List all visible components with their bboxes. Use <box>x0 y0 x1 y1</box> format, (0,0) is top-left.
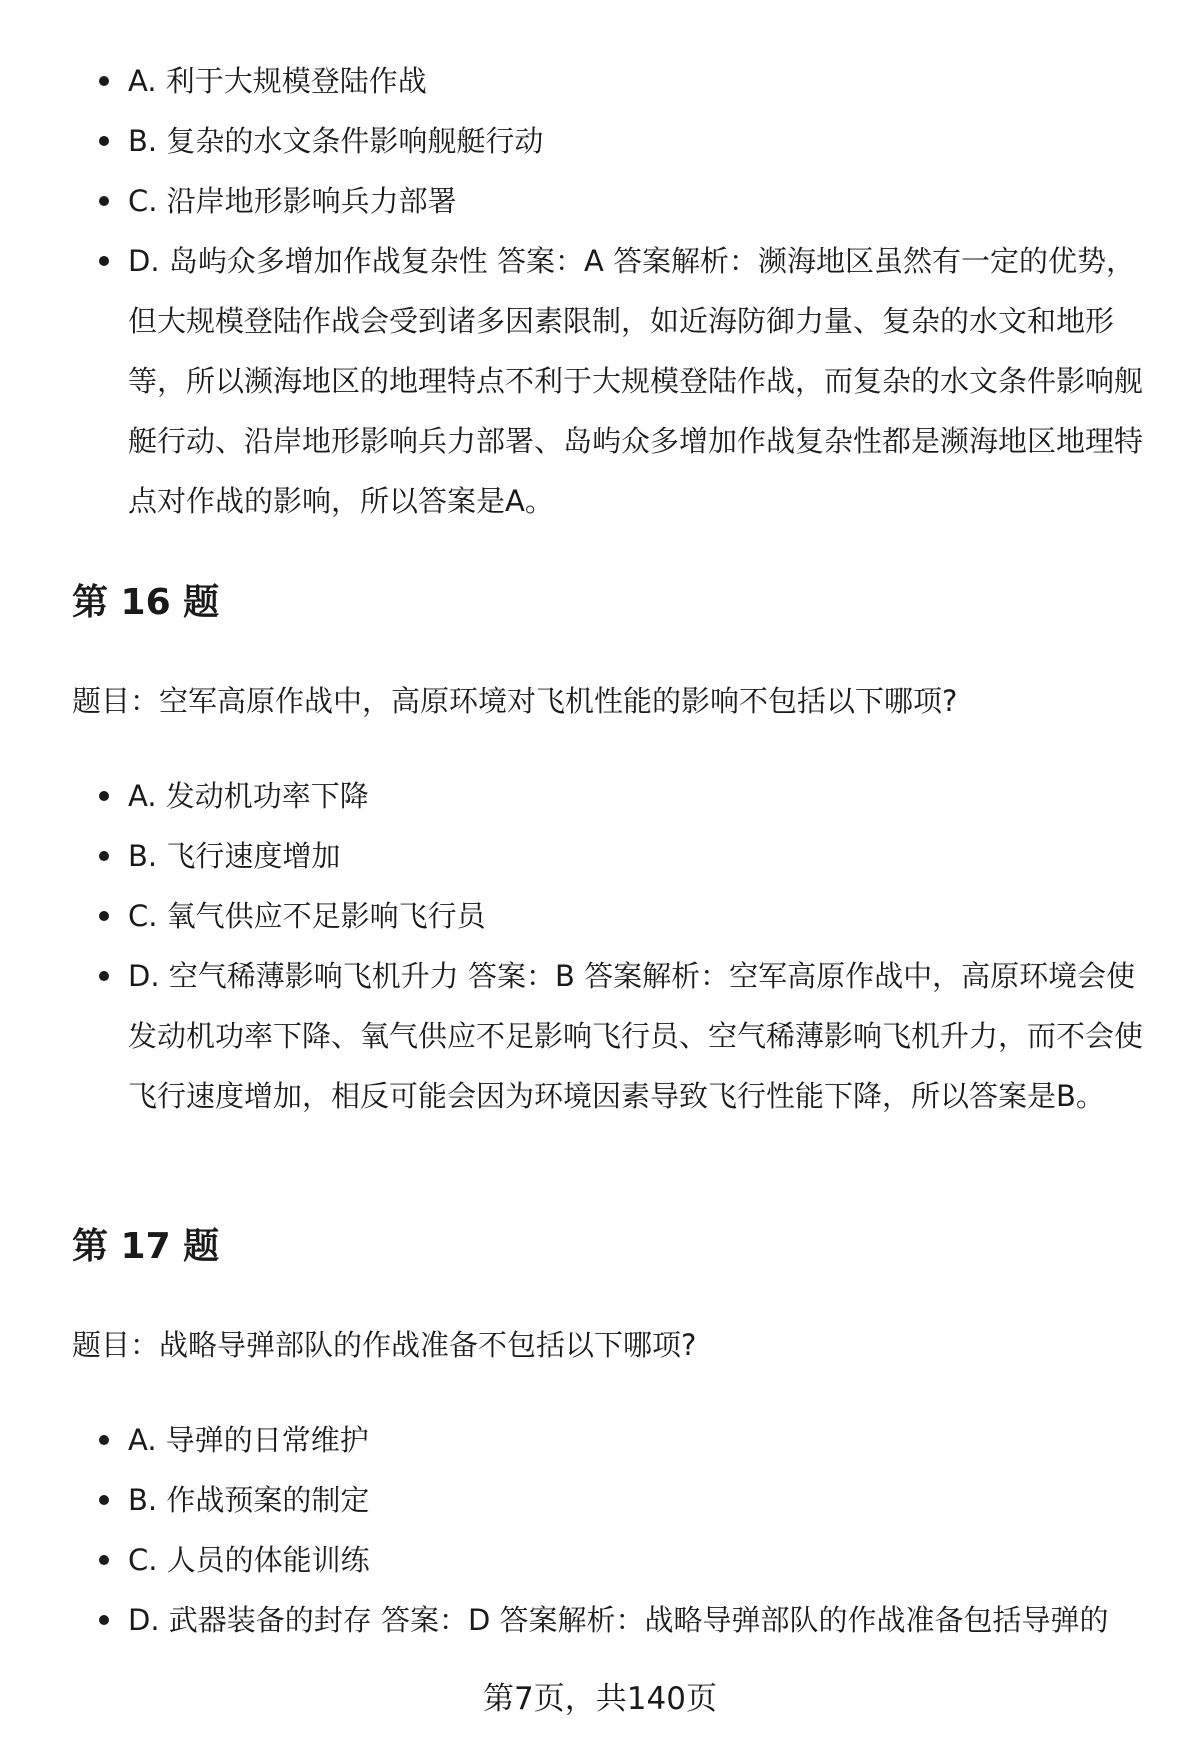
option-b: B. 作战预案的制定 <box>72 1470 1152 1530</box>
question-15-section <box>72 51 1152 531</box>
option-d-answer-explanation: D. 武器装备的封存 答案：D 答案解析：战略导弹部队的作战准备包括导弹的 <box>72 1590 1152 1650</box>
question-17-text: 题目：战略导弹部队的作战准备不包括以下哪项? <box>72 1328 697 1362</box>
option-d-answer-explanation: D. 空气稀薄影响飞机升力 答案：B 答案解析：空军高原作战中，高原环境会使发动机功率下降、氧气供应不足影响飞行员、空气稀薄影响飞机升力，而不会使飞行速度增加，相反可能会因为环境因素导致飞行性能下降，所以答案是B。 <box>72 946 1152 1126</box>
option-c: C. 人员的体能训练 <box>72 1530 1152 1590</box>
question-17-section <box>72 1222 1152 1272</box>
question-16-heading: 第 16 题 <box>72 582 220 623</box>
option-c: C. 氧气供应不足影响飞行员 <box>72 886 1152 946</box>
question-17-body <box>72 1320 1152 1370</box>
question-16-options <box>72 766 1152 1126</box>
question-17-options <box>72 1410 1152 1650</box>
question-15-options <box>72 51 1152 531</box>
question-16-section <box>72 578 1152 628</box>
option-a: A. 利于大规模登陆作战 <box>72 51 1152 111</box>
question-16-options-block <box>72 766 1152 1126</box>
option-b: B. 复杂的水文条件影响舰艇行动 <box>72 111 1152 171</box>
option-a: A. 导弹的日常维护 <box>72 1410 1152 1470</box>
option-a: A. 发动机功率下降 <box>72 766 1152 826</box>
option-b: B. 飞行速度增加 <box>72 826 1152 886</box>
question-17-heading: 第 17 题 <box>72 1226 220 1267</box>
page-number-footer: 第7页，共140页 <box>483 1681 717 1717</box>
option-c: C. 沿岸地形影响兵力部署 <box>72 171 1152 231</box>
option-d-answer-explanation: D. 岛屿众多增加作战复杂性 答案：A 答案解析：濒海地区虽然有一定的优势，但大规模登陆作战会受到诸多因素限制，如近海防御力量、复杂的水文和地形等，所以濒海地区的地理特点不利于大规模登陆作战，而复杂的水文条件影响舰艇行动、沿岸地形影响兵力部署、岛屿众多增加作战复杂性都是濒海地区地理特点对作战的影响，所以答案是A。 <box>72 231 1152 531</box>
question-16-body <box>72 676 1152 726</box>
question-17-options-block <box>72 1410 1152 1650</box>
question-16-text: 题目：空军高原作战中，高原环境对飞机性能的影响不包括以下哪项? <box>72 684 958 718</box>
